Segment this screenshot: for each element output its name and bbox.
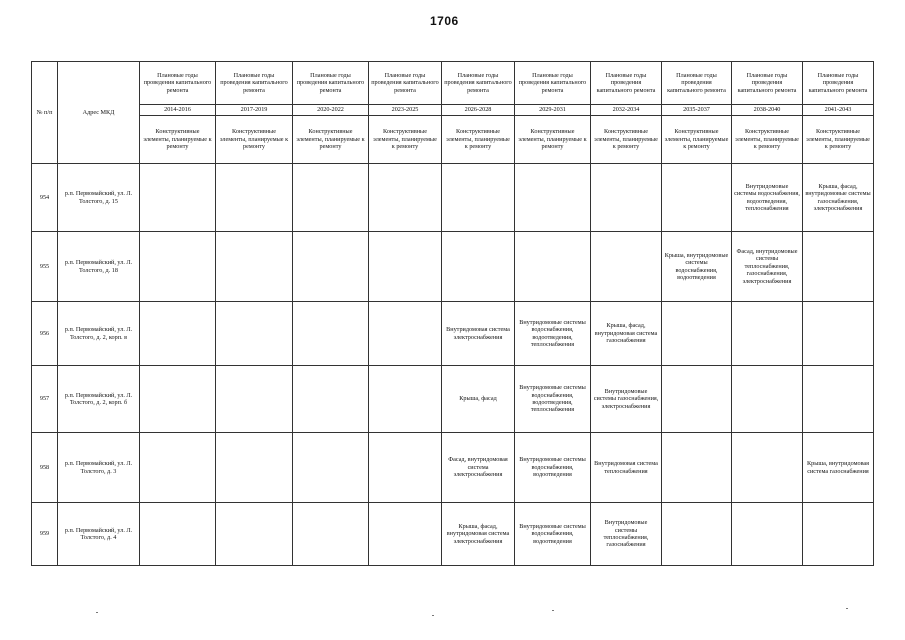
repair-cell: Крыша, внутридомовая система газоснабжения [803,433,874,503]
repair-cell [369,433,442,503]
planned-years-header: Плановые годы проведения капитального ремонта [803,62,874,105]
repair-cell [662,302,732,366]
repair-cell [369,503,442,566]
scan-speck [552,610,554,611]
repair-cell [140,302,216,366]
repair-cell [140,164,216,232]
repair-cell [369,366,442,433]
repair-cell [732,302,803,366]
planned-years-header: Плановые годы проведения капитального ремонта [732,62,803,105]
table-row [32,366,874,433]
repair-cell: Внутридомовые системы водоснабжения, водоотведения [515,503,591,566]
planned-years-header: Плановые годы проведения капитального ремонта [515,62,591,105]
capital-repair-table [31,61,874,566]
period-header: 2038-2040 [732,105,803,116]
row-address: р.п. Первомайский, ул. Л. Толстого, д. 4 [58,503,140,566]
planned-years-header: Плановые годы проведения капитального ремонта [140,62,216,105]
scan-speck [432,615,434,616]
elements-header: Конструктивные элементы, планируемые к ремонту [662,116,732,164]
elements-header: Конструктивные элементы, планируемые к ремонту [591,116,662,164]
repair-cell: Внутридомовая система теплоснабжения [591,433,662,503]
repair-cell [732,503,803,566]
repair-cell [515,164,591,232]
row-address: р.п. Первомайский, ул. Л. Толстого, д. 18 [58,232,140,302]
row-address: р.п. Первомайский, ул. Л. Толстого, д. 2, корп. в [58,302,140,366]
period-header: 2032-2034 [591,105,662,116]
repair-cell [369,232,442,302]
elements-header: Конструктивные элементы, планируемые к ремонту [515,116,591,164]
table-row [32,503,874,566]
elements-header: Конструктивные элементы, планируемые к ремонту [369,116,442,164]
num-column-header: № п/п [32,62,58,164]
repair-cell: Внутридомовые системы водоснабжения, водоотведения, теплоснабжения [515,366,591,433]
repair-cell [662,366,732,433]
planned-years-header: Плановые годы проведения капитального ремонта [591,62,662,105]
planned-years-header: Плановые годы проведения капитального ремонта [662,62,732,105]
repair-cell: Фасад, внутридомовая система электроснабжения [442,433,515,503]
address-column-header: Адрес МКД [58,62,140,164]
table-row [32,302,874,366]
table-row [32,232,874,302]
period-header: 2035-2037 [662,105,732,116]
period-header: 2020-2022 [293,105,369,116]
repair-cell: Крыша, фасад, внутридомовые системы газоснабжения, электроснабжения [803,164,874,232]
repair-cell [591,164,662,232]
repair-cell [442,164,515,232]
scan-speck [96,612,98,613]
period-header: 2026-2028 [442,105,515,116]
repair-cell [293,503,369,566]
planned-years-header: Плановые годы проведения капитального ремонта [216,62,293,105]
repair-cell: Внутридомовые системы теплоснабжения, газоснабжения [591,503,662,566]
repair-cell [293,433,369,503]
repair-cell [293,164,369,232]
repair-cell: Внутридомовые системы водоснабжения, водоотведения [515,433,591,503]
elements-header: Конструктивные элементы, планируемые к ремонту [803,116,874,164]
elements-header: Конструктивные элементы, планируемые к ремонту [732,116,803,164]
repair-cell [140,366,216,433]
repair-cell [216,433,293,503]
repair-cell [515,232,591,302]
period-header: 2017-2019 [216,105,293,116]
repair-cell: Внутридомовые системы газоснабжения, электроснабжения [591,366,662,433]
row-address: р.п. Первомайский, ул. Л. Толстого, д. 2, корп. б [58,366,140,433]
repair-cell [216,503,293,566]
period-header: 2041-2043 [803,105,874,116]
elements-header: Конструктивные элементы, планируемые к ремонту [442,116,515,164]
repair-cell [803,366,874,433]
repair-cell [216,366,293,433]
repair-cell [293,366,369,433]
repair-cell [140,232,216,302]
repair-cell: Фасад, внутридомовые системы теплоснабжения, газоснабжения, электроснабжения [732,232,803,302]
elements-header: Конструктивные элементы, планируемые к ремонту [216,116,293,164]
row-address: р.п. Первомайский, ул. Л. Толстого, д. 3 [58,433,140,503]
repair-cell [591,232,662,302]
repair-cell [369,164,442,232]
repair-cell [216,164,293,232]
row-number: 954 [32,164,58,232]
period-header: 2014-2016 [140,105,216,116]
repair-cell [293,302,369,366]
row-number: 956 [32,302,58,366]
repair-cell [662,503,732,566]
row-number: 957 [32,366,58,433]
planned-years-header: Плановые годы проведения капитального ремонта [442,62,515,105]
row-number: 958 [32,433,58,503]
repair-cell [662,164,732,232]
repair-cell: Крыша, фасад, внутридомовая система газоснабжения [591,302,662,366]
page-number: 1706 [430,14,459,28]
period-header: 2029-2031 [515,105,591,116]
table-row [32,433,874,503]
repair-cell [140,433,216,503]
repair-cell: Крыша, внутридомовые системы водоснабжения, водоотведения [662,232,732,302]
repair-cell [803,503,874,566]
repair-cell [732,366,803,433]
repair-cell [803,232,874,302]
repair-cell [369,302,442,366]
elements-header: Конструктивные элементы, планируемые к ремонту [293,116,369,164]
period-header: 2023-2025 [369,105,442,116]
repair-cell: Внутридомовые системы водоснабжения, водоотведения, теплоснабжения [732,164,803,232]
scan-speck [846,608,848,609]
repair-cell [293,232,369,302]
repair-cell [803,302,874,366]
row-number: 959 [32,503,58,566]
row-address: р.п. Первомайский, ул. Л. Толстого, д. 15 [58,164,140,232]
repair-cell [662,433,732,503]
elements-header: Конструктивные элементы, планируемые к ремонту [140,116,216,164]
repair-cell [140,503,216,566]
repair-cell [216,302,293,366]
planned-years-header: Плановые годы проведения капитального ремонта [369,62,442,105]
table-row [32,164,874,232]
repair-cell [216,232,293,302]
repair-cell: Крыша, фасад [442,366,515,433]
planned-years-header: Плановые годы проведения капитального ремонта [293,62,369,105]
repair-cell: Внутридомовая система электроснабжения [442,302,515,366]
repair-cell: Крыша, фасад, внутридомовая система электроснабжения [442,503,515,566]
repair-cell: Внутридомовые системы водоснабжения, водоотведения, теплоснабжения [515,302,591,366]
row-number: 955 [32,232,58,302]
repair-cell [442,232,515,302]
repair-cell [732,433,803,503]
